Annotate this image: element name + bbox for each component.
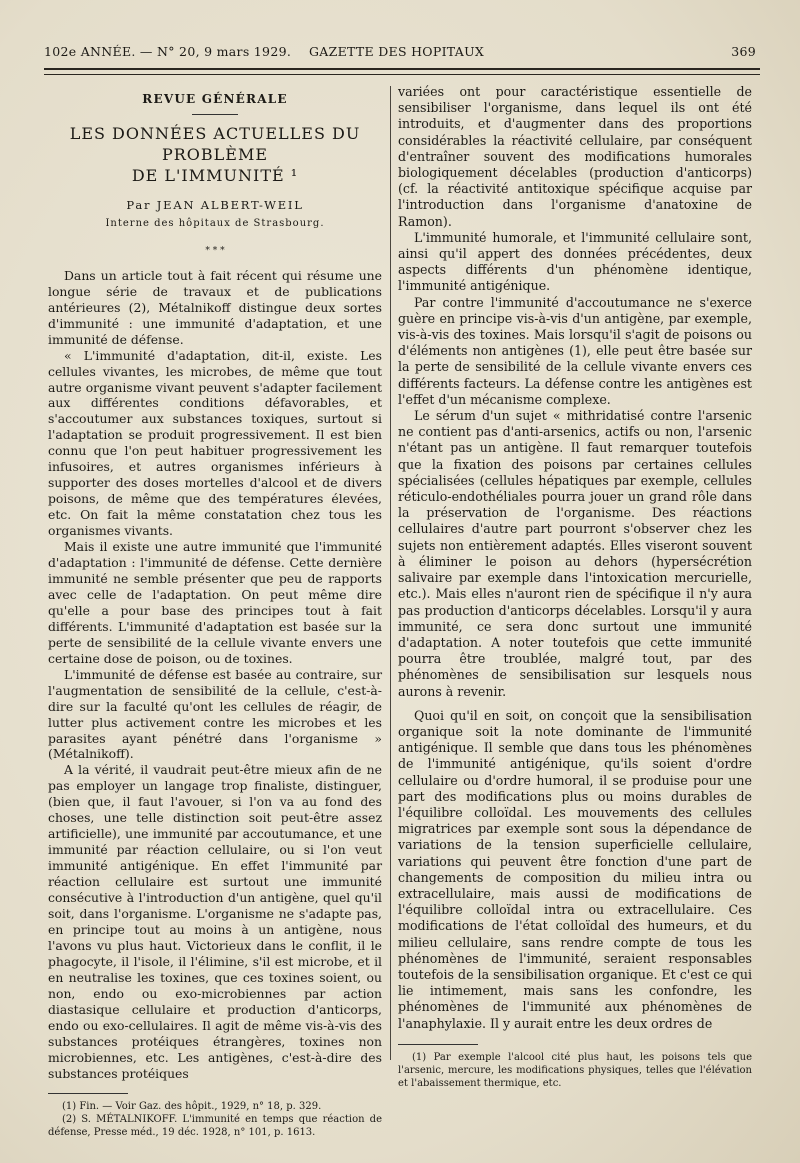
paragraph: Mais il existe une autre immunité que l'immunité d'adaptation : l'immunité de défense. Cette dernière immunité ne semble présenter que peu de rapports avec celle de l'adaptation. On peut même dire qu'elle a pour base des principes tout à fait différents. L'immunité d'adaptation est basée sur la perte de sensibilité de la cellule vivante envers une certaine dose de poison, ou de toxines. <box>48 539 382 666</box>
header-rule-thin <box>44 74 760 75</box>
footnote: (2) S. MÉTALNIKOFF. L'immunité en temps que réaction de défense, Presse méd., 19 déc. 1928, n° 101, p. 1613. <box>48 1114 382 1139</box>
paragraph: Le sérum d'un sujet « mithridatisé contre l'arsenic ne contient pas d'anti-arsenics, actifs ou non, l'arsenic n'étant pas un antigène. Il faut remarquer toutefois que la fixation des poisons par certaines cellules spécialisées (cellules hépatiques par exemple, cellules réticulo-endothéliales pourra jouer un grand rôle dans la préservation de l'organisme. Des réactions cellulaires d'autre part pourront s'observer chez les sujets non entièrement adaptés. Elles viseront souvent à éliminer le poison au dehors (hypersécrétion salivaire par exemple dans l'intoxication mercurielle, etc.). Mais elles n'auront rien de spécifique il n'y aura pas production d'anticorps décelables. Lorsqu'il y aura immunité, ce sera donc surtout une immunité d'adaptation. A noter toutefois que cette immunité pourra être troublée, malgré tout, par des phénomènes de sensibilisation sur lesquels nous aurons à revenir. <box>398 408 752 699</box>
paragraph: Quoi qu'il en soit, on conçoit que la sensibilisation organique soit la note dominante de l'immunité antigénique. Il semble que dans tous les phénomènes de l'immunité antigénique, qu'ils soient d'ordre cellulaire ou d'ordre humoral, il se produise pour une part des modifications plus ou moins durables de l'équilibre colloïdal. Les mouvements des cellules migratrices par exemple sont sous la dépendance de variations de la tension superficielle cellulaire, variations qui peuvent être fonction d'une part de changements de composition du milieu intra ou extracellulaire, mais aussi de modifications de l'équilibre colloïdal intra ou extracellulaire. Ces modifications de l'état colloïdal des humeurs, et du milieu cellulaire, sans rendre compte de tous les phénomènes de l'immunité, seraient responsables toutefois de la sensibilisation organique. Et c'est ce qui lie intimement, mais sans les confondre, les phénomènes de l'immunité aux phénomènes de l'anaphylaxie. Il y aurait entre les deux ordres de <box>398 707 752 1031</box>
column-divider <box>390 86 391 1060</box>
paragraph: « L'immunité d'adaptation, dit-il, existe. Les cellules vivantes, les microbes, de même que tout autre organisme vivant peuvent s'adapter facilement aux différentes conditions défavorables, et s'accoutumer aux substances toxiques, surtout si l'adaptation se produit progressivement. Il est bien connu que l'on peut habituer progressivement les infusoires, et autres organismes inférieurs à supporter des doses mortelles d'alcool et de divers poisons, de même que des températures élevées, etc. On fait la même constatation chez tous les organismes vivants. <box>48 347 382 539</box>
author-affiliation: Interne des hôpitaux de Strasbourg. <box>105 217 325 229</box>
paragraph: A la vérité, il vaudrait peut-être mieux afin de ne pas employer un langage trop finaliste, distinguer, (bien que, il faut l'avouer, si l'on va au fond des choses, une telle distinction soit peut-être assez artificielle), une immunité par accoutumance, et une immunité par réaction cellulaire, ou si l'on veut immunité antigénique. En effet l'immunité par réaction cellulaire est surtout une immunité consécutive à l'introduction d'un antigène, quel qu'il soit, dans l'organisme. L'organisme ne s'adapte pas, en principe tout au moins à un antigène, nous l'avons vu plus haut. Victorieux dans le conflit, il le phagocyte, il l'isole, il l'élimine, s'il est microbe, et il en neutralise les toxines, que ces toxines soient, ou non, endo ou exo-microbiennes par action diastasique cellulaire et production d'anticorps, endo ou exo-cellulaires. Il agit de même vis-à-vis des substances protéiques étrangères, toxines non microbiennes, etc. Les antigènes, c'est-à-dire des substances protéiques <box>48 762 382 1081</box>
paragraph: L'immunité de défense est basée au contraire, sur l'augmentation de sensibilité de la cellule, c'est-à-dire sur la faculté qu'ont les cellules de réagir, de lutter plus activement contre les microbes et les parasites ayant pénétré dans l'organisme » (Métalnikoff). <box>48 666 382 762</box>
left-column <box>48 84 382 1139</box>
footnote: (1) Fin. — Voir Gaz. des hôpit., 1929, n° 18, p. 329. <box>62 1101 322 1113</box>
page-number: 369 <box>731 44 756 59</box>
paragraph: Par contre l'immunité d'accoutumance ne s'exerce guère en principe vis-à-vis d'un antigène, par exemple, vis-à-vis des toxines. Mais lorsqu'il s'agit de poisons ou d'éléments non antigènes (1), elle peut être basée sur la perte de sensibilité de la cellule vivante envers ces différents facteurs. La défense contre les antigènes est l'effet d'un mécanisme complexe. <box>398 294 752 407</box>
author-byline: Par JEAN ALBERT-WEIL <box>126 197 304 212</box>
issue-info: 102e ANNÉE. — N° 20, 9 mars 1929. <box>44 44 292 59</box>
section-stars: * * * <box>205 245 225 256</box>
article-title-line-1: LES DONNÉES ACTUELLES DU PROBLÈME <box>69 123 361 164</box>
footnote: (1) Par exemple l'alcool cité plus haut, les poisons tels que l'arsenic, mercure, les modifications physiques, telles que l'élévation et l'abaissement thermique, etc. <box>398 1051 752 1089</box>
running-header <box>44 44 756 64</box>
paragraph: L'immunité humorale, et l'immunité cellulaire sont, ainsi qu'il appert des données précédentes, deux aspects différents d'un phénomène identique, l'immunité antigénique. <box>398 229 752 294</box>
article-title-line-2: DE L'IMMUNITÉ ¹ <box>131 165 299 185</box>
section-rule <box>192 114 238 115</box>
footnote-rule <box>398 1044 478 1045</box>
paragraph: Dans un article tout à fait récent qui résume une longue série de travaux et de publications antérieures (2), Métalnikoff distingue deux sortes d'immunité : une immunité d'adaptation, et une immunité de défense. <box>48 267 382 347</box>
journal-name: GAZETTE DES HOPITAUX <box>309 44 485 59</box>
section-heading: REVUE GÉNÉRALE <box>142 92 288 106</box>
paragraph: variées ont pour caractéristique essentielle de sensibiliser l'organisme, dans lequel ils ont été introduits, et d'augmenter dans des proportions considérables la réactivité cellulaire, par conséquent d'entraîner souvent des modifications humorales biologiquement décelables (production d'anticorps) (cf. la réactivité antitoxique spécifique acquise par l'introduction dans l'organisme d'anatoxine de Ramon). <box>398 84 752 229</box>
left-body-text <box>48 268 382 1082</box>
header-rule-thick <box>44 68 760 70</box>
right-column <box>398 84 752 1090</box>
footnote-rule <box>48 1093 128 1094</box>
